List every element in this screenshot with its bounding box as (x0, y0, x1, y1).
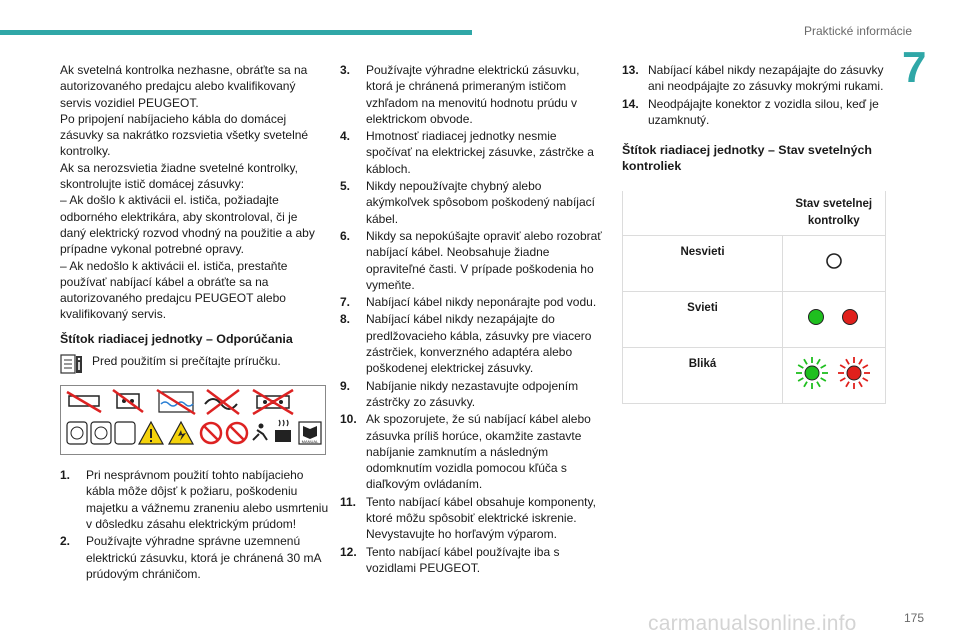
section-title: Praktické informácie (803, 24, 912, 38)
list-item-number: 12. (340, 544, 357, 559)
list-item-number: 14. (622, 96, 639, 111)
list-item-text: Používajte výhradne správne uzemnenú elektrickú zásuvku, ktorá je chránená 30 mA prúdovým chráničom. (86, 534, 321, 581)
list-item (340, 128, 605, 177)
list-item-text: Nikdy nepoužívajte chybný alebo akýmkoľvek spôsobom poškodený nabíjací kábel. (366, 179, 595, 226)
recommendations-list-2 (340, 62, 605, 576)
column-3 (622, 62, 890, 404)
indicator-off-icon (814, 246, 854, 276)
note-text: Pred použitím si prečítajte príručku. (92, 354, 281, 369)
intro-line: prípadne vykonal potrebné opravy. (60, 242, 244, 257)
no-multi-socket-icon (253, 390, 293, 414)
list-item (340, 411, 605, 492)
power-socket-icon (67, 422, 87, 444)
list-item-text: Neodpájajte konektor z vozidla silou, keď je uzamknutý. (648, 96, 879, 127)
blink-ray (821, 378, 826, 381)
intro-line: daný elektrický rozvod vhodný na použitie a aby (60, 225, 315, 240)
list-item (340, 544, 605, 577)
read-manual-icon (299, 422, 321, 444)
status-table (622, 191, 886, 404)
blink-ray (821, 365, 826, 368)
list-item (340, 378, 605, 411)
recommendations-list-3 (622, 62, 890, 128)
fire-hazard-icon (169, 422, 193, 444)
list-item-text: Tento nabíjací kábel obsahuje komponenty, ktoré môžu spôsobiť elektrické iskrenie. Nevystavujte ho horľavým výparom. (366, 494, 596, 542)
list-item-text: Používajte výhradne elektrickú zásuvku, ktorá je chránená primeraným ističom vzhľadom na menovitú hodnotu prúdu v elektrickom obvode. (366, 63, 580, 126)
status-label-on: Svieti (623, 291, 783, 347)
blink-ray (863, 365, 868, 368)
status-label-blink: Bliká (623, 347, 783, 403)
intro-text (60, 62, 330, 323)
header-accent-bar (0, 30, 472, 35)
page-number: 175 (903, 611, 924, 625)
list-item-number: 3. (340, 63, 351, 77)
intro-line: kvalifikovaný servis. (60, 307, 167, 322)
list-item-number: 9. (340, 378, 351, 393)
no-flammable-icon (201, 423, 221, 443)
list-item-number: 10. (340, 412, 357, 427)
intro-line: – Ak došlo k aktivácii el. ističa, požiadajte (60, 193, 279, 208)
blink-ray (817, 381, 820, 386)
blink-ray (817, 359, 820, 364)
list-item-number: 5. (340, 179, 351, 194)
list-item (60, 533, 330, 582)
list-item-number: 8. (340, 312, 351, 327)
intro-line: autorizovaného predajcu alebo kvalifikovaný (60, 79, 296, 94)
list-item-text: Pri nesprávnom použití tohto nabíjacieho kábla môže dôjsť k požiaru, poškodeniu majetku a vážnemu zraneniu alebo usmrteniu v dôsledku zásahu elektrickým prúdom! (86, 468, 329, 531)
intro-line: zásuvky sa nakrátko rozsvietia všetky svetelné (60, 128, 309, 143)
no-adapter-icon (113, 390, 143, 412)
list-item-number: 2. (60, 534, 71, 549)
list-item-text: Hmotnosť riadiacej jednotky nesmie spočívať na elektrickej zásuvke, zástrčke a kábloch. (366, 129, 594, 176)
intro-line: skontrolujte istič domácej zásuvky: (60, 177, 245, 192)
list-item-number: 13. (622, 63, 639, 77)
column-2 (340, 62, 605, 577)
blink-ray (840, 378, 845, 381)
manual-note (60, 353, 330, 375)
list-item-number: 7. (340, 295, 351, 310)
list-item (340, 178, 605, 227)
blink-ray (846, 359, 849, 364)
list-item (340, 294, 605, 310)
no-children-icon (227, 423, 247, 443)
warning-triangle-icon (139, 422, 163, 444)
list-item-text: Ak spozorujete, že sú nabíjací kábel alebo zásuvka príliš horúce, okamžite zastavte nabíjanie zamknutím a následným odomknutím vozidla pomocou kľúča s diaľkovým ovládaním. (366, 412, 591, 492)
rated-socket-icon (115, 422, 135, 444)
blink-ray (859, 359, 862, 364)
intro-line: používať nabíjací kábel a obráťte sa na (60, 274, 269, 289)
earthed-socket-icon (91, 422, 111, 444)
indicator-blink-icon (784, 351, 884, 395)
no-water-immersion-icon (157, 390, 195, 414)
intro-line: Ak svetelná kontrolka nezhasne, obráťte sa na (60, 63, 308, 77)
intro-line: – Ak nedošlo k aktivácii el. ističa, prestaňte (60, 258, 288, 273)
blink-ray (804, 359, 807, 364)
trip-hazard-icon (253, 424, 267, 441)
indicator-on-icon (794, 302, 874, 332)
list-item (340, 311, 605, 376)
status-heading: Štítok riadiacej jednotky – Stav svetelných kontroliek (622, 143, 872, 174)
intro-line: servis vozidiel PEUGEOT. (60, 95, 199, 110)
blink-ray (840, 365, 845, 368)
read-manual-icon (60, 353, 84, 375)
status-header: Stav svetelnej kontrolky (795, 198, 873, 227)
status-label-off: Nesvieti (623, 235, 783, 291)
list-item (60, 467, 330, 532)
list-item (622, 62, 890, 95)
list-item (340, 62, 605, 127)
watermark: carmanualsonline.info (648, 612, 857, 635)
blink-ray (863, 378, 868, 381)
hot-surface-icon (275, 420, 291, 442)
no-damaged-cable-icon (205, 390, 239, 414)
intro-line: Po pripojení nabíjacieho kábla do domácej (60, 111, 287, 126)
intro-line: odborného elektrikára, aby skontroloval, či je (60, 209, 298, 224)
manual-label: MANUAL (301, 439, 319, 445)
list-item (340, 228, 605, 293)
list-item (340, 494, 605, 543)
list-item-text: Nabíjací kábel nikdy nezapájajte do zásuvky ani neodpájajte zo zásuvky mokrými rukami. (648, 63, 884, 94)
list-item-text: Nabíjací kábel nikdy nezapájajte do predlžovacieho kábla, zásuvky pre viacero zástrčiek, konverzného adaptéra alebo poškodenej elektrickej zásuvky. (366, 312, 592, 376)
chapter-number: 7 (902, 43, 927, 92)
intro-line: autorizovaného predajcu PEUGEOT alebo (60, 291, 286, 306)
list-item-text: Tento nabíjací kábel používajte iba s vozidlami PEUGEOT. (366, 544, 560, 575)
list-item-text: Nabíjací kábel nikdy neponárajte pod vodu. (366, 295, 597, 310)
column-1 (60, 62, 330, 583)
blink-ray (798, 365, 803, 368)
list-item-text: Nikdy sa nepokúšajte opraviť alebo rozobrať nabíjací kábel. Neobsahuje žiadne opraviteľné časti. V prípade poškodenia ho vymeňte. (366, 228, 602, 292)
list-item-number: 1. (60, 468, 71, 483)
list-item (622, 96, 890, 129)
blink-ray (804, 381, 807, 386)
list-item-number: 11. (340, 494, 357, 509)
list-item-number: 6. (340, 228, 351, 243)
warning-label-pictograms (60, 385, 326, 455)
intro-line: Ak sa nerozsvietia žiadne svetelné kontrolky, (60, 160, 298, 175)
intro-line: kontrolky. (60, 144, 111, 159)
recommendations-heading: Štítok riadiacej jednotky – Odporúčania (60, 331, 293, 346)
blink-ray (798, 378, 803, 381)
list-item-text: Nabíjanie nikdy nezastavujte odpojením zástrčky zo zásuvky. (366, 378, 579, 409)
no-extension-cable-icon (67, 392, 101, 412)
blink-ray (846, 381, 849, 386)
recommendations-list-1 (60, 467, 330, 582)
blink-ray (859, 381, 862, 386)
list-item-number: 4. (340, 129, 351, 144)
